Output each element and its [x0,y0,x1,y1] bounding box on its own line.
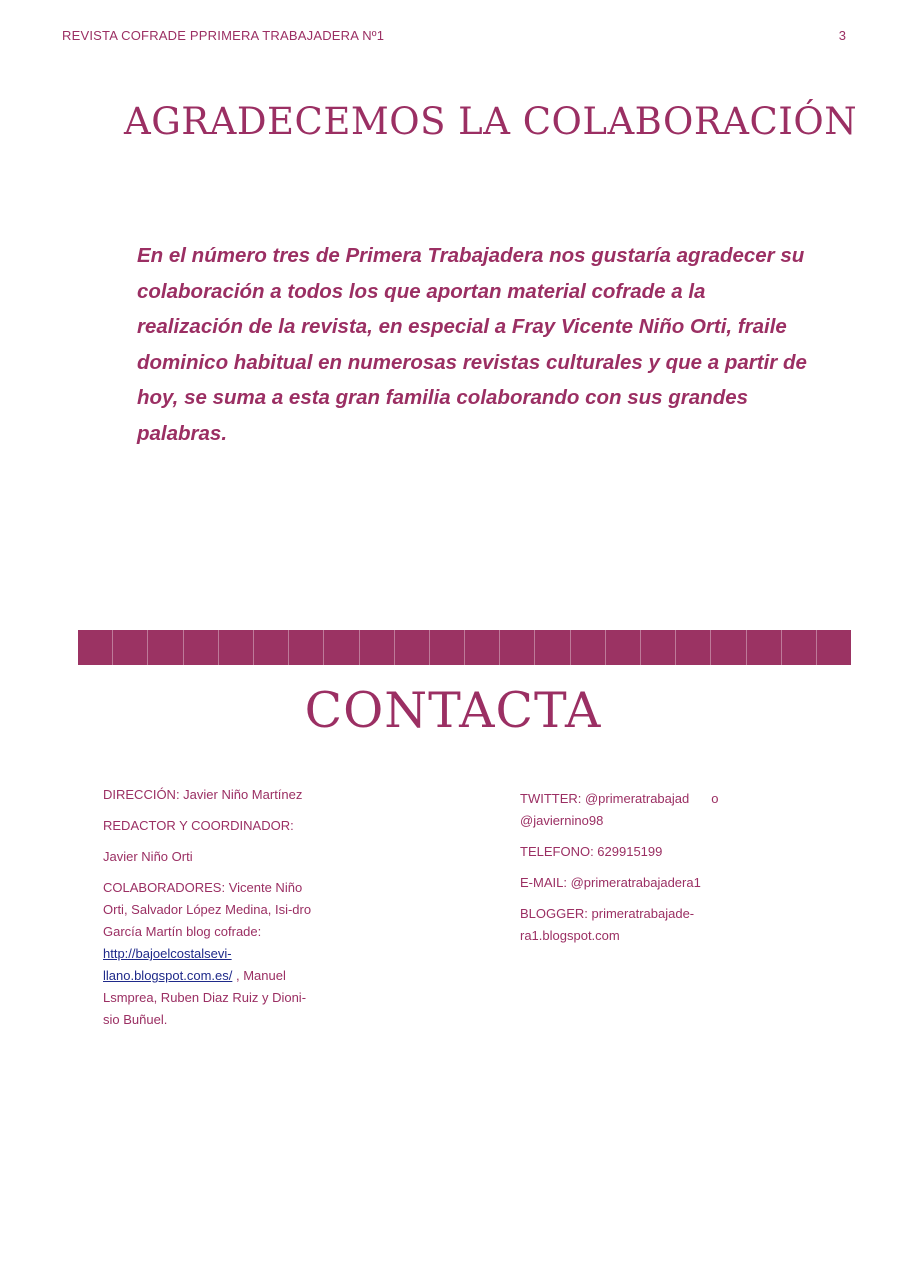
colaboradores-paragraph [103,877,318,1031]
redactor-label: REDACTOR Y COORDINADOR: [103,818,294,833]
decorative-band [78,630,851,665]
colaboradores-outro: , Manuel Lsmprea, Ruben Diaz Ruiz y Dioni-sio Buñuel. [103,968,307,1027]
telefono-line: TELEFONO: 629915199 [520,844,663,859]
blogger-line: BLOGGER: primeratrabajade-ra1.blogspot.com [520,906,695,943]
colaboradores-intro: COLABORADORES: Vicente Niño Orti, Salvador López Medina, Isi-dro García Martín blog cofrade: [103,880,312,939]
contact-right-column [520,788,735,956]
redactor-name: Javier Niño Orti [103,849,193,864]
direccion-line: DIRECCIÓN: Javier Niño Martínez [103,787,303,802]
thanks-title: AGRADECEMOS LA COLABORACIÓN [124,100,858,143]
blog-link[interactable]: http://bajoelcostalsevi-llano.blogspot.com.es/ [103,946,233,983]
contact-left-column [103,784,318,1040]
thanks-paragraph: En el número tres de Primera Trabajadera nos gustaría agradecer su colaboración a todos los que aportan material cofrade a la realización de la revista, en especial a Fray Vicente Niño Orti, fraile dominico habitual en numerosas revistas culturales y que a partir de hoy, se suma a esta gran familia colaborando con sus grandes palabras. [137,244,807,445]
twitter-handle-secondary: @javiernino98 [520,813,604,828]
twitter-or: o [711,791,719,806]
contact-title: CONTACTA [304,682,602,739]
page-number: 3 [838,28,846,43]
running-header: REVISTA COFRADE PPRIMERA TRABAJADERA Nº1 [62,28,385,43]
twitter-line [520,788,735,832]
twitter-handle-primary: TWITTER: @primeratrabajad [520,791,690,806]
email-line: E-MAIL: @primeratrabajadera1 [520,875,701,890]
